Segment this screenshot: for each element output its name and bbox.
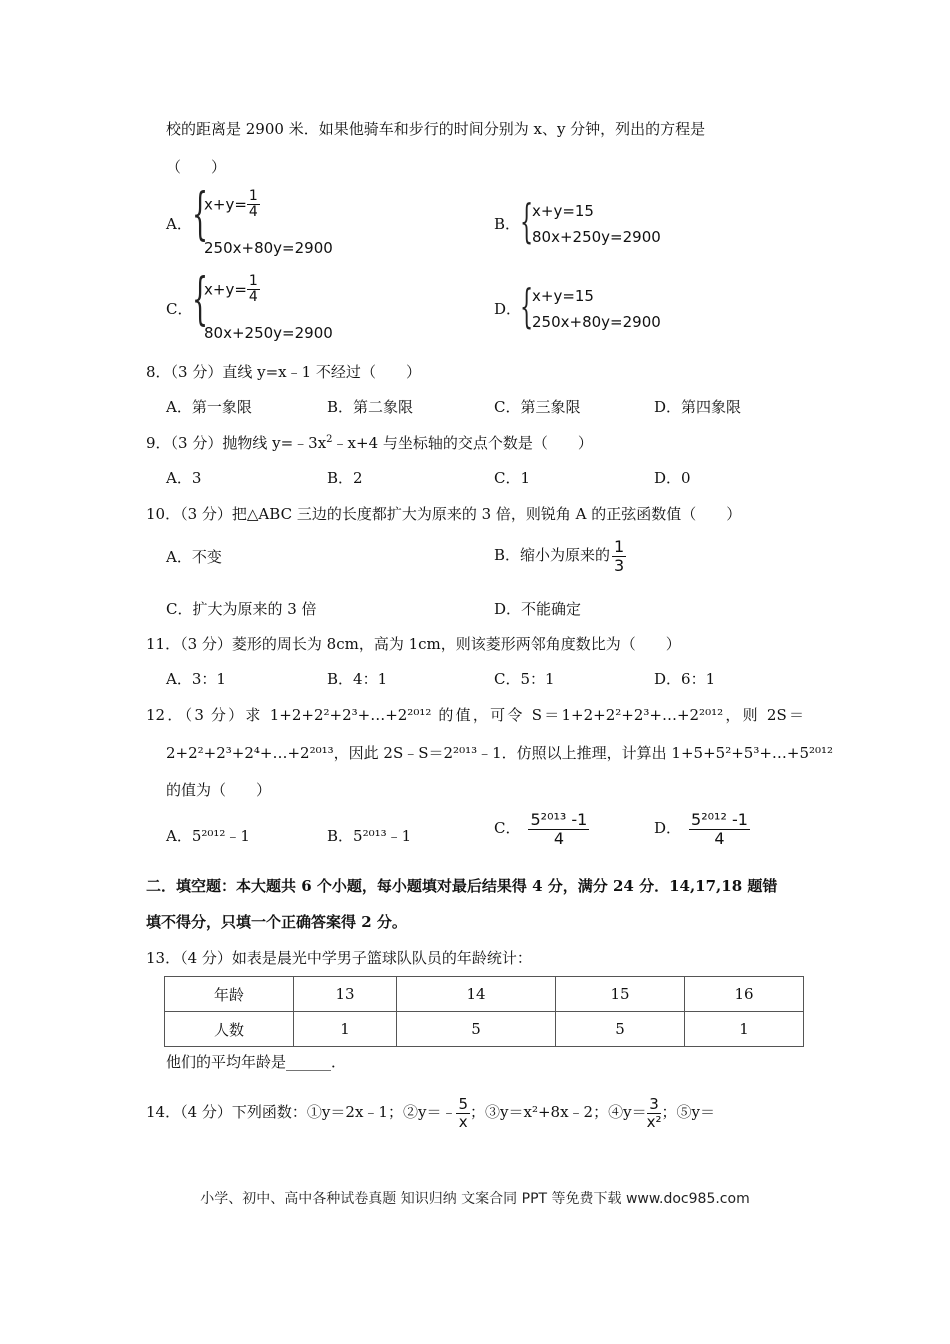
table-cell: 5 <box>556 1012 685 1047</box>
q9-stem <box>146 432 593 453</box>
q7-line2: （ ） <box>166 158 227 176</box>
q7-a-eq1: x+y= <box>204 195 247 214</box>
q11-option-c: C．5：1 <box>494 670 555 688</box>
q10-option-b-den: 3 <box>614 555 625 575</box>
section2-line1: 二．填空题：本大题共 6 个小题，每小题填对最后结果得 4 分，满分 24 分．14,17,18 题错 <box>146 877 778 895</box>
table-cell: 16 <box>685 977 804 1012</box>
q14-f5: y＝ <box>691 1103 715 1121</box>
table-cell: 年龄 <box>165 977 294 1012</box>
q7-d-eq1: x+y=15 <box>532 287 594 305</box>
q9-option-b: B．2 <box>327 469 363 487</box>
q11-option-d: D．6：1 <box>654 670 716 688</box>
q12-line2: 2+2²+2³+2⁴+…+2²⁰¹³，因此 2S﹣S＝2²⁰¹³﹣1．仿照以上推理，计算出 1+5+5²+5³+…+5²⁰¹² <box>166 744 834 762</box>
q7-option-d-system: { x+y=15 250x+80y=2900 <box>520 279 661 333</box>
q9-option-d: D．0 <box>654 469 691 487</box>
q12-option-a: A．5²⁰¹²﹣1 <box>166 827 250 845</box>
q7-option-a-system: { x+y= $\frac{1}{4}$ 250x+80y=2900 <box>192 182 333 257</box>
q7-c-frac-num: 1 <box>248 273 258 289</box>
q7-c-eq2: 80x+250y=2900 <box>204 324 333 342</box>
q14-pre: 14．（4 分）下列函数： <box>146 1103 307 1121</box>
q11-stem: 11．（3 分）菱形的周长为 8cm，高为 1cm，则该菱形两邻角度数比为（ ） <box>146 635 681 653</box>
q7-a-frac-num: 1 <box>248 188 258 204</box>
q12-option-d-den: 4 <box>714 828 725 848</box>
q10-option-b <box>494 538 626 574</box>
footer-text: 小学、初中、高中各种试卷真题 知识归纳 文案合同 PPT 等免费下载 www.doc985.com <box>200 1191 750 1207</box>
q14-f2-num: 5 <box>458 1095 468 1113</box>
q14-circle-1: ① <box>306 1103 322 1121</box>
table-cell: 15 <box>556 977 685 1012</box>
q9-stem-post: ﹣x+4 与坐标轴的交点个数是（ ） <box>332 434 593 452</box>
q9-option-a: A．3 <box>166 469 202 487</box>
table-row <box>165 977 804 1012</box>
q14-f2-den: x <box>458 1112 468 1131</box>
q8-option-a: A．第一象限 <box>166 398 252 416</box>
q12-line1: 12．（3 分）求 1+2+2²+2³+…+2²⁰¹² 的值，可令 S＝1+2+2²+2³+…+2²⁰¹²，则 2S＝ <box>146 706 804 724</box>
q14-f4: y＝ <box>623 1103 647 1121</box>
q8-option-d: D．第四象限 <box>654 398 742 416</box>
q13-stem: 13．（4 分）如表是晨光中学男子篮球队队员的年龄统计： <box>146 949 532 967</box>
q8-stem: 8．（3 分）直线 y=x﹣1 不经过（ ） <box>146 363 421 381</box>
q11-option-a: A．3：1 <box>166 670 226 688</box>
q7-d-eq2: 250x+80y=2900 <box>532 313 661 331</box>
q10-option-b-text: B．缩小为原来的 <box>494 546 611 565</box>
q14-f3: y＝x²+8x﹣2； <box>500 1103 609 1121</box>
q12-option-b: B．5²⁰¹³﹣1 <box>327 827 412 845</box>
q7-option-b-label: B． <box>494 215 521 233</box>
q10-option-d: D．不能确定 <box>494 600 582 618</box>
q12-option-c-den: 4 <box>553 828 565 848</box>
table-row <box>165 1012 804 1047</box>
q9-option-c: C．1 <box>494 469 531 487</box>
section2-line2: 填不得分，只填一个正确答案得 2 分。 <box>146 913 407 931</box>
q14-f2-end: ； <box>470 1103 486 1121</box>
q8-option-c: C．第三象限 <box>494 398 581 416</box>
q12-option-c <box>494 811 589 847</box>
q9-stem-pre: 9．（3 分）抛物线 y=﹣3x <box>146 434 327 452</box>
table-cell: 人数 <box>165 1012 294 1047</box>
q7-c-eq1: x+y= <box>204 280 247 299</box>
q7-line1: 校的距离是 2900 米．如果他骑车和步行的时间分别为 x、y 分钟，列出的方程是 <box>166 120 706 138</box>
q14-circle-5: ⑤ <box>676 1103 692 1121</box>
q7-b-eq2: 80x+250y=2900 <box>532 228 661 246</box>
q12-line3: 的值为（ ） <box>166 781 272 799</box>
q10-option-c: C．扩大为原来的 3 倍 <box>166 600 317 618</box>
q7-a-frac-den: 4 <box>248 204 258 221</box>
q10-stem: 10．（3 分）把△ABC 三边的长度都扩大为原来的 3 倍，则锐角 A 的正弦函数值（ ） <box>146 505 742 523</box>
q12-option-d-label: D． <box>654 819 682 838</box>
q7-option-d-label: D． <box>494 300 522 318</box>
q14-line <box>146 1096 715 1130</box>
q7-option-b-system: { x+y=15 80x+250y=2900 <box>520 194 661 248</box>
q10-option-b-num: 1 <box>614 537 625 556</box>
q12-option-c-num: 5²⁰¹³ -1 <box>530 810 588 829</box>
table-cell: 1 <box>685 1012 804 1047</box>
q14-f4-end: ； <box>661 1103 677 1121</box>
q14-f2: y＝﹣ <box>417 1103 457 1121</box>
q12-option-d-num: 5²⁰¹² -1 <box>691 810 748 829</box>
q14-circle-4: ④ <box>608 1103 624 1121</box>
q13-after: 他们的平均年龄是______． <box>166 1053 347 1071</box>
q7-a-eq2: 250x+80y=2900 <box>204 239 333 257</box>
q9-stem-sup: 2 <box>326 434 333 445</box>
q7-c-frac-den: 4 <box>248 289 258 306</box>
q7-option-a-label: A． <box>166 215 192 233</box>
table-cell: 13 <box>294 977 397 1012</box>
q7-option-c-label: C． <box>166 300 193 318</box>
q14-f4-den: x² <box>646 1112 662 1131</box>
q14-f4-num: 3 <box>647 1096 662 1114</box>
q10-option-a: A．不变 <box>166 548 222 566</box>
table-cell: 14 <box>397 977 556 1012</box>
q14-circle-2: ② <box>402 1103 418 1121</box>
q7-option-c-system: { x+y= $\frac{1}{4}$ 80x+250y=2900 <box>192 267 333 342</box>
q12-option-d <box>654 811 750 847</box>
q12-option-c-label: C． <box>494 819 521 838</box>
table-cell: 5 <box>397 1012 556 1047</box>
age-table <box>164 976 804 1047</box>
table-cell: 1 <box>294 1012 397 1047</box>
q8-option-b: B．第二象限 <box>327 398 414 416</box>
q14-f1: y＝2x﹣1； <box>321 1103 403 1121</box>
q7-b-eq1: x+y=15 <box>532 202 594 220</box>
q14-circle-3: ③ <box>485 1103 501 1121</box>
q11-option-b: B．4：1 <box>327 670 388 688</box>
